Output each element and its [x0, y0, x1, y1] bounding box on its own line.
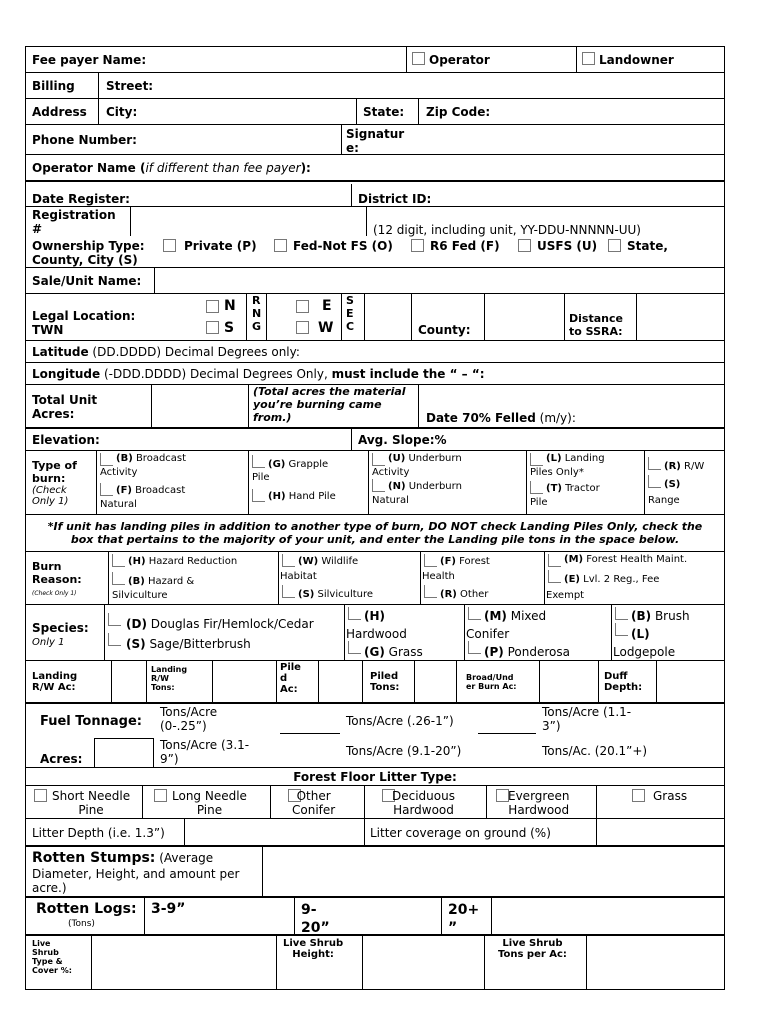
operator-label: Operator: [429, 53, 490, 67]
underburn-activity-checkbox[interactable]: [372, 453, 385, 466]
broadcast-natural-checkbox[interactable]: [100, 483, 113, 496]
grapple-pile-code: (G): [268, 459, 286, 470]
forest-health-label: Forest: [455, 556, 490, 567]
fuel-tonnage-label: Fuel Tonnage:: [40, 714, 142, 729]
rotten-stumps-label: Rotten Stumps:: [32, 850, 156, 866]
row-legal-location: [26, 294, 724, 341]
operator-name-note: if different than fee payer: [145, 161, 301, 175]
forest-health-label2: Health: [422, 571, 455, 582]
hazard-silviculture-text: [128, 576, 194, 587]
brush-label: Brush: [651, 609, 690, 623]
tractor-pile-checkbox[interactable]: [530, 481, 543, 494]
private-checkbox[interactable]: [163, 239, 176, 252]
grass-species-code: (G): [364, 645, 385, 659]
permit-form: [25, 46, 725, 990]
underburn-natural-label2: Natural: [372, 495, 409, 506]
sage-bitterbrush-code: (S): [126, 637, 146, 651]
hazard-reduction-label: Hazard Reduction: [145, 556, 238, 567]
date-felled-text: [426, 411, 576, 425]
range-checkbox[interactable]: [648, 475, 661, 488]
grass-species-checkbox[interactable]: [348, 641, 361, 654]
live-shrub-type-label: Live Shrub Type & Cover %:: [32, 939, 72, 975]
tons-31-9-label: Tons/Acre (3.1- 9”): [160, 738, 250, 766]
broadcast-natural-label: Broadcast: [131, 485, 186, 496]
row-operator-name: [26, 155, 724, 182]
range-code: (S): [664, 479, 681, 490]
underburn-activity-label2: Activity: [372, 467, 410, 478]
underburn-natural-checkbox[interactable]: [372, 479, 385, 492]
city-label: City:: [106, 105, 138, 119]
broadcast-natural-code: (F): [116, 485, 132, 496]
state-checkbox[interactable]: [608, 239, 621, 252]
fuel-acres-input[interactable]: [94, 738, 154, 768]
row-address: [26, 99, 724, 125]
grapple-pile-label: Grapple: [285, 459, 329, 470]
landing-piles-text: [546, 453, 605, 464]
row-registration: [26, 206, 724, 236]
sale-unit-label: Sale/Unit Name:: [32, 274, 142, 288]
hazard-reduction-code: (H): [128, 556, 146, 567]
forest-health-maint-code: (M): [564, 554, 584, 565]
landing-rw-tons-label: Landing R/W Tons:: [151, 665, 188, 692]
mixed-conifer-label2: Conifer: [466, 627, 510, 641]
species-label: Species:: [32, 621, 89, 635]
row-latitude: [26, 341, 724, 363]
r6-fed-label: R6 Fed (F): [430, 239, 500, 253]
registration-label: Registration #: [32, 208, 116, 236]
tons-0-025-label: Tons/Acre (0-.25”): [160, 705, 218, 733]
type-of-burn-note: (Check Only 1): [32, 485, 69, 507]
elevation-label: Elevation:: [32, 433, 100, 447]
broadcast-natural-label2: Natural: [100, 499, 137, 510]
other-conifer-label: Other Conifer: [292, 789, 336, 817]
douglas-fir-text: [126, 617, 314, 631]
longitude-text: [32, 367, 485, 381]
piled-tons-label: Piled Tons:: [370, 671, 400, 693]
grapple-pile-text: [268, 459, 328, 470]
lodgepole-checkbox[interactable]: [615, 623, 628, 636]
phone-label: Phone Number:: [32, 133, 137, 147]
species-note: Only 1: [32, 637, 65, 648]
row-total-acres: [26, 385, 724, 429]
private-label: Private (P): [184, 239, 257, 253]
rotten-stumps-text: [32, 850, 213, 866]
tractor-pile-label: Tractor: [561, 483, 600, 494]
rotten-stumps-note: (Average: [155, 851, 214, 865]
hazard-silviculture-label: Hazard &: [144, 576, 195, 587]
grapple-pile-checkbox[interactable]: [252, 455, 265, 468]
landing-piles-checkbox[interactable]: [530, 453, 543, 466]
ponderosa-label: Ponderosa: [503, 645, 570, 659]
hazard-reduction-text: [128, 556, 237, 567]
hardwood-label: Hardwood: [346, 627, 407, 641]
lvl2-reg-label: Lvl. 2 Reg., Fee: [579, 574, 660, 585]
north-checkbox[interactable]: [206, 300, 219, 313]
live-shrub-height-label: Live Shrub Height:: [283, 938, 344, 960]
row-date-register: [26, 184, 724, 206]
hazard-silviculture-checkbox[interactable]: [112, 572, 125, 585]
silviculture-text: [298, 589, 373, 600]
lodgepole-code: (L): [631, 627, 650, 641]
hardwood-code: (H): [364, 609, 386, 623]
broad-under-burn-label: Broad/Und er Burn Ac:: [466, 673, 517, 691]
wildlife-habitat-text: [298, 556, 358, 567]
underburn-natural-code: (N): [388, 481, 406, 492]
rw-checkbox[interactable]: [648, 457, 661, 470]
lvl2-reg-text: [564, 574, 659, 585]
grass-litter-checkbox[interactable]: [632, 789, 645, 802]
hazard-silviculture-label2: Silviculture: [112, 590, 168, 601]
underburn-activity-label: Underburn: [405, 453, 462, 464]
south-checkbox[interactable]: [206, 321, 219, 334]
grass-litter-label: Grass: [653, 789, 688, 803]
fed-not-fs-label: Fed-Not FS (O): [293, 239, 393, 253]
landowner-checkbox[interactable]: [582, 52, 595, 65]
wildlife-habitat-label: Wildlife: [318, 556, 359, 567]
row-rotten-logs: [26, 898, 724, 936]
lvl2-reg-label2: Exempt: [546, 590, 585, 601]
forest-health-checkbox[interactable]: [424, 554, 437, 567]
east-label: E: [322, 298, 332, 314]
litter-coverage-label: Litter coverage on ground (%): [370, 826, 551, 840]
other-reason-checkbox[interactable]: [424, 585, 437, 598]
row-litter-type-title: [26, 768, 724, 786]
ponderosa-code: (P): [484, 645, 504, 659]
tons-201-label: Tons/Ac. (20.1”+): [542, 744, 648, 758]
r6-fed-checkbox[interactable]: [411, 239, 424, 252]
grass-species-text: [364, 645, 423, 659]
total-unit-acres-label: Total Unit Acres:: [32, 393, 98, 421]
douglas-fir-label: Douglas Fir/Hemlock/Cedar: [146, 617, 314, 631]
hand-pile-code: (H): [268, 491, 286, 502]
forest-health-maint-text: [564, 554, 687, 565]
usfs-label: USFS (U): [537, 239, 598, 253]
broadcast-activity-label: Broadcast: [132, 453, 187, 464]
operator-name-text: [32, 161, 311, 175]
state-ownership-label: State,: [627, 239, 668, 253]
row-live-shrub: [26, 936, 724, 989]
live-shrub-tons-label: Live Shrub Tons per Ac:: [498, 938, 567, 960]
forest-health-maint-checkbox[interactable]: [548, 554, 561, 567]
registration-note: (12 digit, including unit, YY-DDU-NNNNN-UU): [373, 223, 641, 237]
operator-checkbox[interactable]: [412, 52, 425, 65]
fed-not-fs-checkbox[interactable]: [274, 239, 287, 252]
tons-0-025-input[interactable]: [280, 733, 340, 734]
fee-payer-label: Fee payer Name:: [32, 53, 147, 67]
west-label: W: [318, 320, 334, 336]
longitude-note-bold: must include the “ – “:: [331, 367, 485, 381]
date-felled-note: (m/y):: [535, 411, 576, 425]
litter-type-title: Forest Floor Litter Type:: [293, 770, 457, 784]
underburn-activity-code: (U): [388, 453, 406, 464]
burn-reason-label: Burn Reason:: [32, 560, 82, 586]
grapple-pile-label2: Pile: [252, 472, 270, 483]
state-label: State:: [363, 105, 405, 119]
street-label: Street:: [106, 79, 154, 93]
latitude-label: Latitude: [32, 345, 89, 359]
douglas-fir-checkbox[interactable]: [108, 613, 121, 626]
total-acres-note: (Total acres the material you’re burning came from.): [253, 385, 406, 424]
brush-checkbox[interactable]: [615, 607, 628, 620]
sage-bitterbrush-checkbox[interactable]: [108, 633, 121, 646]
row-species: [26, 605, 724, 661]
sage-bitterbrush-text: [126, 637, 251, 651]
piled-ac-label: Pile d Ac:: [280, 662, 301, 695]
lodgepole-label: Lodgepole: [613, 645, 676, 659]
latitude-text: [32, 345, 300, 359]
operator-name-close: ):: [300, 161, 311, 175]
deciduous-label: Deciduous Hardwood: [392, 789, 455, 817]
ponderosa-text: [484, 645, 570, 659]
lvl2-reg-code: (E): [564, 574, 580, 585]
hardwood-checkbox[interactable]: [348, 607, 361, 620]
lvl2-reg-checkbox[interactable]: [548, 570, 561, 583]
logs-9-20-label: 9- 20”: [301, 902, 330, 936]
duff-depth-label: Duff Depth:: [604, 671, 643, 693]
broadcast-activity-checkbox[interactable]: [100, 453, 113, 466]
usfs-checkbox[interactable]: [518, 239, 531, 252]
tractor-pile-text: [546, 483, 600, 494]
rw-code: (R): [664, 461, 681, 472]
broadcast-activity-code: (B): [116, 453, 133, 464]
row-billing: [26, 73, 724, 99]
burn-reason-note: (Check Only 1): [32, 590, 77, 597]
silviculture-code: (S): [298, 589, 315, 600]
logs-3-9-label: 3-9”: [151, 901, 186, 917]
landing-piles-label2: Piles Only*: [530, 467, 584, 478]
hand-pile-checkbox[interactable]: [252, 489, 265, 502]
underburn-natural-label: Underburn: [405, 481, 462, 492]
tons-91-20-label: Tons/Acre (9.1-20”): [346, 744, 462, 758]
silviculture-label: Silviculture: [314, 589, 374, 600]
tons-026-1-input[interactable]: [478, 733, 536, 734]
underburn-activity-text: [388, 453, 462, 464]
tractor-pile-label2: Pile: [530, 497, 548, 508]
landowner-label: Landowner: [599, 53, 674, 67]
hand-pile-text: [268, 491, 336, 502]
broadcast-natural-text: [116, 485, 185, 496]
row-rotten-stumps: [26, 847, 724, 898]
zip-label: Zip Code:: [426, 105, 491, 119]
other-reason-code: (R): [440, 589, 457, 600]
landing-rw-ac-label: Landing R/W Ac:: [32, 671, 78, 693]
litter-depth-label: Litter Depth (i.e. 1.3”): [32, 826, 165, 840]
billing-label: Billing: [32, 79, 75, 93]
rotten-logs-label: Rotten Logs:: [36, 901, 137, 917]
row-fee-payer: [26, 47, 724, 73]
douglas-fir-code: (D): [126, 617, 147, 631]
wildlife-habitat-code: (W): [298, 556, 319, 567]
mixed-conifer-label: Mixed: [506, 609, 547, 623]
date-register-label: Date Register:: [32, 192, 130, 206]
east-checkbox[interactable]: [296, 300, 309, 313]
row-sale-unit: [26, 268, 724, 294]
district-id-label: District ID:: [358, 192, 432, 206]
brush-text: [631, 609, 690, 623]
row-longitude: [26, 363, 724, 385]
tractor-pile-code: (T): [546, 483, 562, 494]
signature-label: Signatur e:: [346, 127, 405, 155]
hand-pile-label: Hand Pile: [285, 491, 336, 502]
row-litter-types: [26, 786, 724, 819]
silviculture-checkbox[interactable]: [282, 585, 295, 598]
ownership-label: Ownership Type:: [32, 239, 145, 253]
legal-location-label: Legal Location: TWN: [32, 309, 136, 337]
row-ownership: [26, 236, 724, 268]
broadcast-activity-label2: Activity: [100, 467, 138, 478]
ponderosa-checkbox[interactable]: [468, 641, 481, 654]
forest-health-code: (F): [440, 556, 456, 567]
row-landing-note: [26, 515, 724, 552]
latitude-note: (DD.DDDD) Decimal Degrees only:: [88, 345, 300, 359]
mixed-conifer-checkbox[interactable]: [468, 607, 481, 620]
address-label: Address: [32, 105, 87, 119]
mixed-conifer-code: (M): [484, 609, 507, 623]
distance-ssra-label: Distance to SSRA:: [569, 312, 623, 338]
rotten-stumps-note2: Diameter, Height, and amount per acre.): [32, 867, 240, 895]
short-needle-label: Short Needle Pine: [52, 789, 131, 817]
date-felled-label: Date 70% Felled: [426, 411, 536, 425]
county-city-label: County, City (S): [32, 253, 138, 267]
long-needle-label: Long Needle Pine: [172, 789, 247, 817]
grass-species-label: Grass: [384, 645, 423, 659]
hazard-reduction-checkbox[interactable]: [112, 554, 125, 567]
short-needle-checkbox[interactable]: [34, 789, 47, 802]
range-burn-label: Range: [648, 495, 680, 506]
landing-piles-label: Landing: [561, 453, 605, 464]
west-checkbox[interactable]: [296, 321, 309, 334]
broadcast-activity-text: [116, 453, 186, 464]
mixed-conifer-text: [484, 609, 546, 623]
south-label: S: [224, 320, 235, 336]
long-needle-checkbox[interactable]: [154, 789, 167, 802]
row-type-of-burn: [26, 451, 724, 515]
row-landing: [26, 661, 724, 704]
sage-bitterbrush-label: Sage/Bitterbrush: [145, 637, 251, 651]
avg-slope-label: Avg. Slope:%: [358, 433, 447, 447]
row-phone: [26, 125, 724, 155]
rw-label: R/W: [680, 461, 705, 472]
row-fuel-tonnage: [26, 704, 724, 768]
forest-health-maint-label: Forest Health Maint.: [583, 554, 688, 565]
other-reason-text: [440, 589, 488, 600]
row-burn-reason: [26, 552, 724, 605]
forest-health-text: [440, 556, 490, 567]
landing-pile-note: *If unit has landing piles in addition to another type of burn, DO NOT check Landing Piles Only, check the box that pertains to the majority of your unit, and enter the Landing pile tons in the space below.: [47, 520, 703, 546]
tons-11-3-label: Tons/Acre (1.1- 3”): [542, 705, 632, 733]
rw-text: [664, 461, 704, 472]
wildlife-habitat-label2: Habitat: [280, 571, 317, 582]
longitude-label: Longitude: [32, 367, 101, 381]
landing-piles-code: (L): [546, 453, 562, 464]
underburn-natural-text: [388, 481, 462, 492]
other-reason-label: Other: [456, 589, 489, 600]
wildlife-habitat-checkbox[interactable]: [282, 554, 295, 567]
section-label: S E C: [346, 294, 355, 333]
logs-20plus-label: 20+ ”: [448, 902, 480, 936]
fuel-acres-label: Acres:: [40, 752, 83, 766]
hazard-silviculture-code: (B): [128, 576, 145, 587]
evergreen-label: Evergreen Hardwood: [508, 789, 570, 817]
north-label: N: [224, 298, 236, 314]
range-label: R N G: [252, 294, 262, 333]
brush-code: (B): [631, 609, 652, 623]
longitude-note: (-DDD.DDDD) Decimal Degrees Only,: [100, 367, 332, 381]
tons-026-1-label: Tons/Acre (.26-1”): [346, 714, 454, 728]
county-label: County:: [418, 323, 471, 337]
operator-name-label: Operator Name (: [32, 161, 146, 175]
rotten-logs-tons: (Tons): [68, 919, 95, 929]
row-litter-depth: [26, 819, 724, 847]
row-elevation: [26, 429, 724, 451]
type-of-burn-label: Type of burn:: [32, 459, 77, 485]
